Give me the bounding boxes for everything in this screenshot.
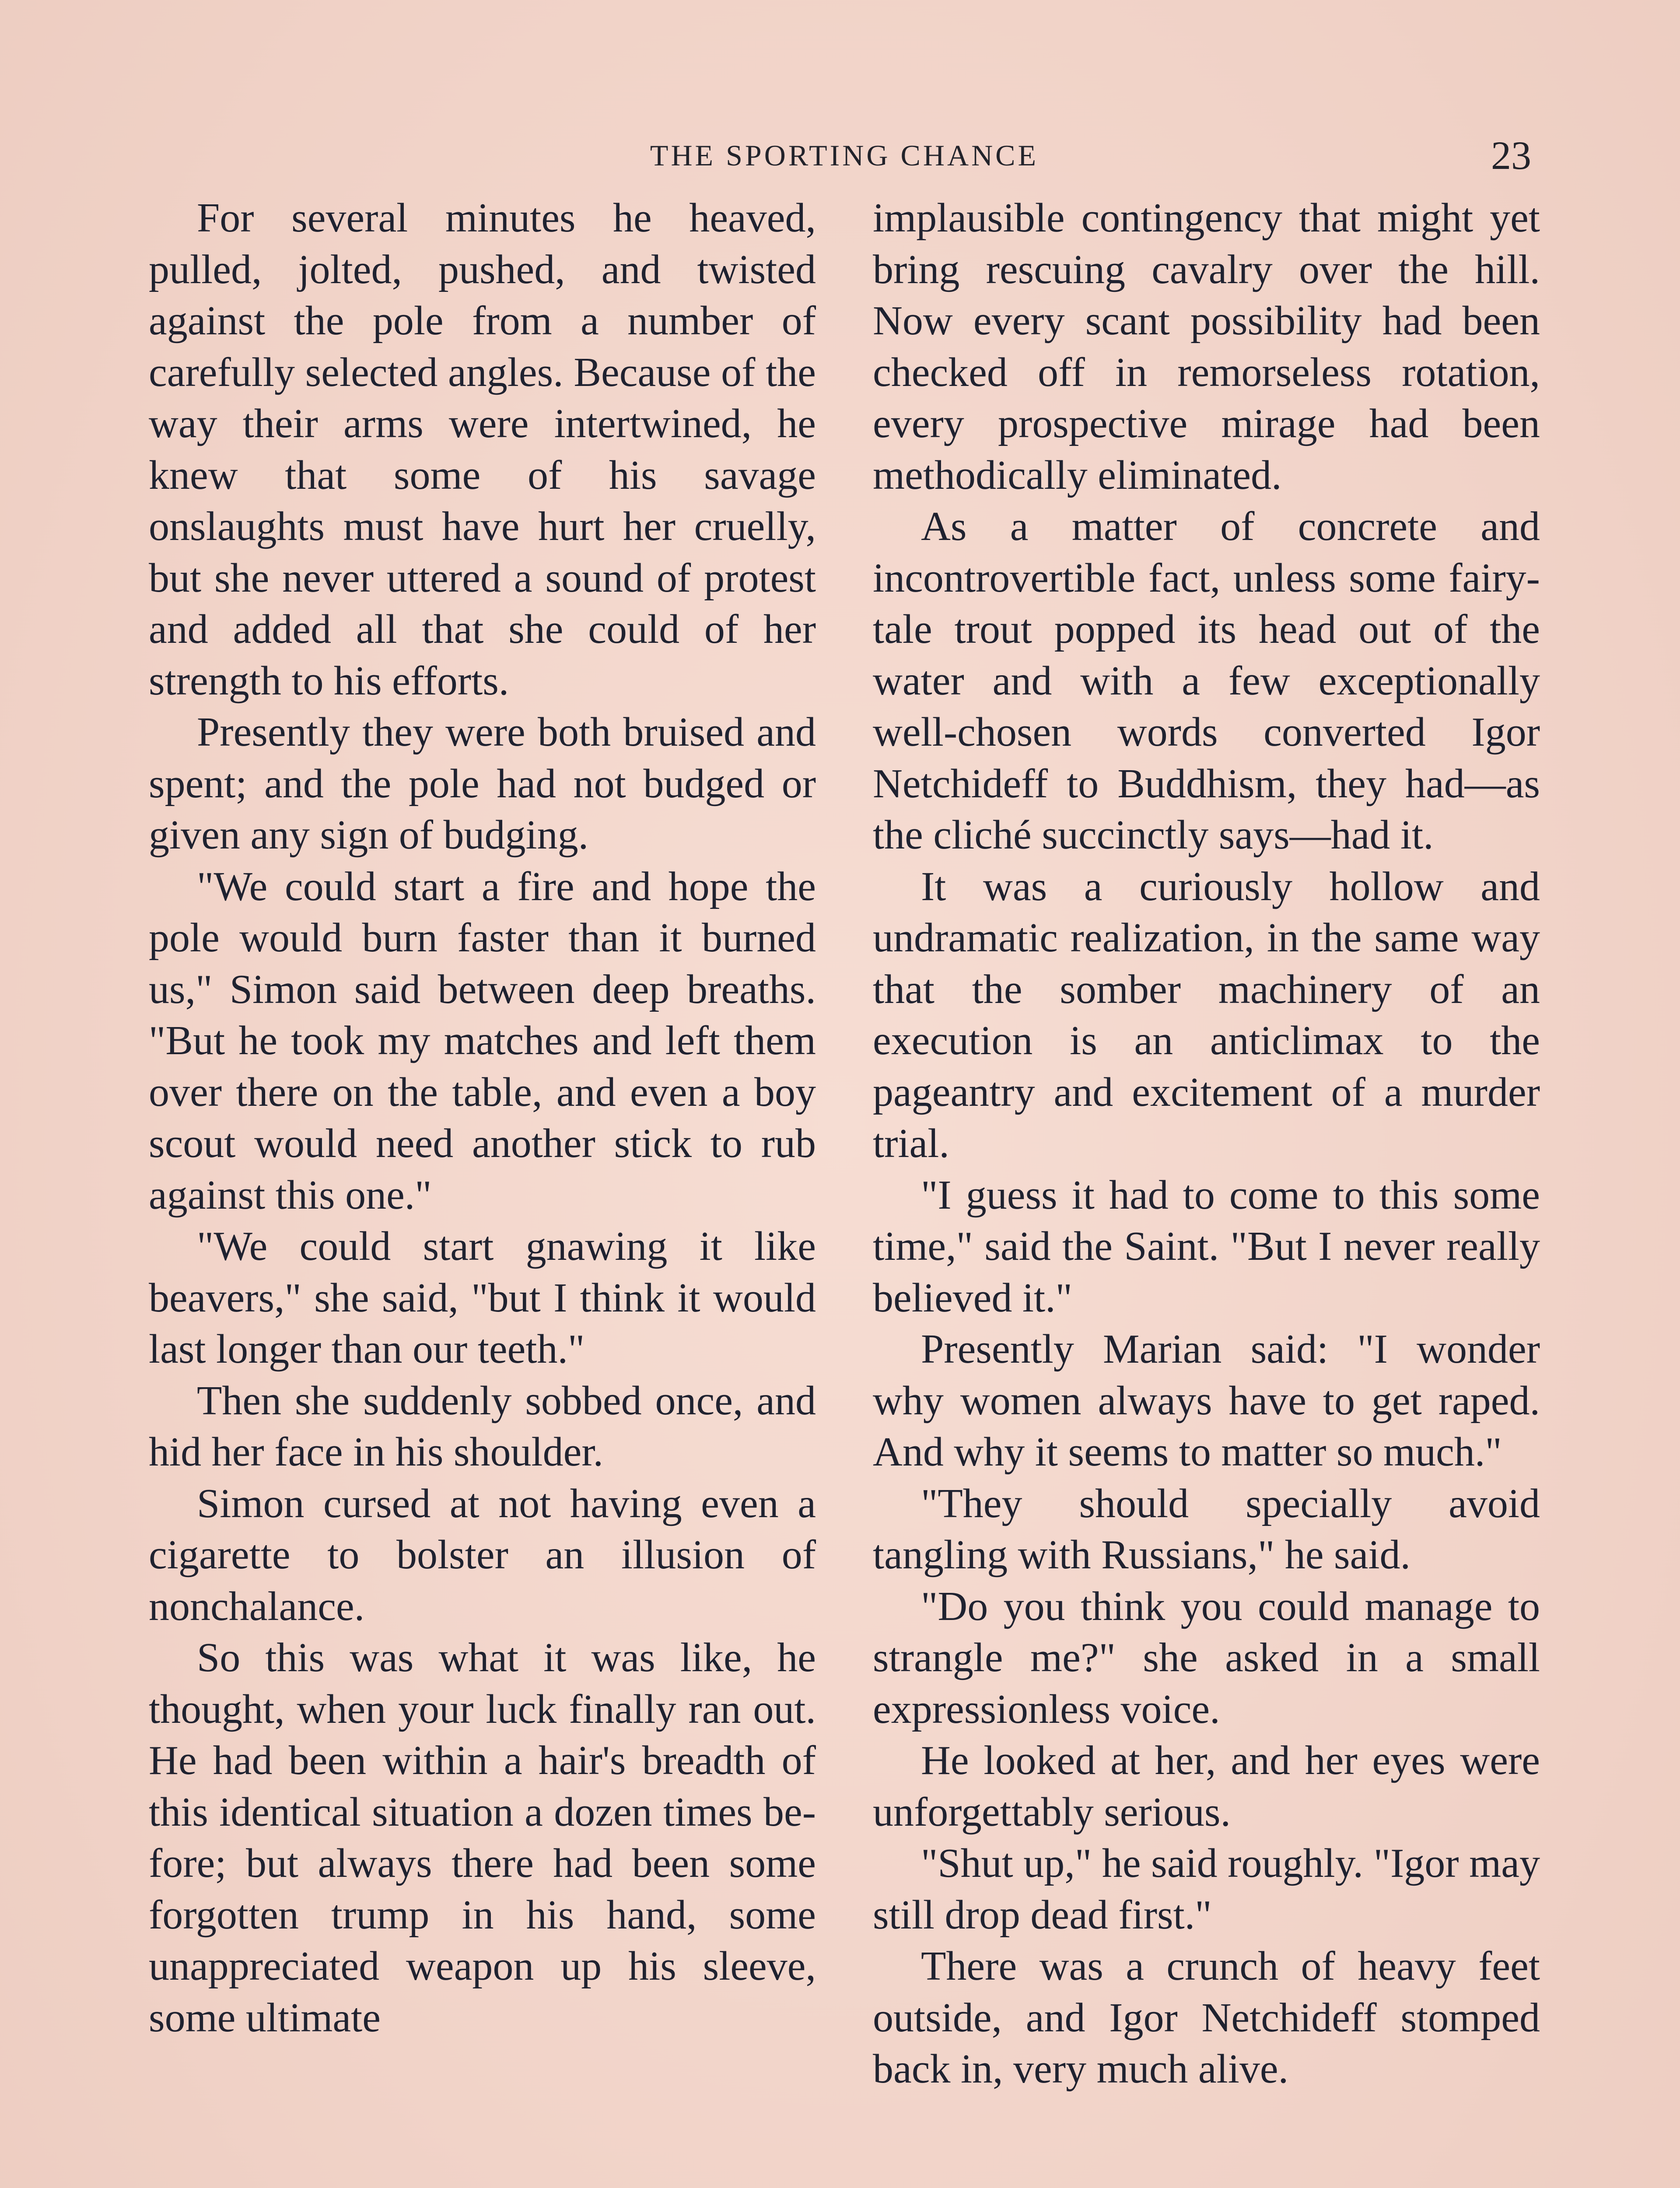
paragraph: "Do you think you could manage to strangle me?" she asked in a small expressionless voice. xyxy=(873,1583,1540,1732)
paragraph-continued: implausible contingency that might yet bring rescuing cavalry over the hill. Now every scant possibility had been checked off in remorseless rotation, every prospective mirage had been methodically eliminated. xyxy=(873,195,1540,498)
text-columns xyxy=(149,193,1540,2188)
page-header xyxy=(149,131,1540,179)
paragraph: "I guess it had to come to this some time," said the Saint. "But I never really believed it." xyxy=(873,1172,1540,1321)
paragraph: He looked at her, and her eyes were unforgettably serious. xyxy=(873,1738,1540,1835)
paragraph: As a matter of concrete and incontrovertible fact, unless some fairy-tale trout popped its head out of the water and with a few exceptionally well-chosen words converted Igor Netchideff to Buddhism, they had—as the cliché succinctly says—had it. xyxy=(873,504,1540,858)
paragraph: There was a crunch of heavy feet outside, and Igor Netchideff stomped back in, very much alive. xyxy=(873,1943,1540,2092)
paragraph: It was a curiously hollow and undramatic realization, in the same way that the somber machinery of an execution is an anticlimax to the pageantry and excitement of a murder trial. xyxy=(873,863,1540,1166)
paragraph: Presently Marian said: "I wonder why women always have to get raped. And why it seems to matter so much." xyxy=(873,1326,1540,1475)
page-number: 23 xyxy=(1491,133,1531,178)
paragraph: Simon cursed at not having even a cigarette to bolster an illusion of nonchalance. xyxy=(149,1480,816,1629)
paragraph: "We could start a fire and hope the pole would burn faster than it burned us," Simon said between deep breaths. "But he took my matches and left them over there on the table, and even a boy scout would need another stick to rub against this one." xyxy=(149,863,816,1218)
paragraph: "They should specially avoid tangling with Russians," he said. xyxy=(873,1480,1540,1578)
paragraph: For several minutes he heaved, pulled, jolted, pushed, and twisted against the pole from a number of carefully selected angles. Because of the way their arms were intertwined, he knew that some of his savage onslaughts must have hurt her cruelly, but she never uttered a sound of protest and added all that she could of her strength to his efforts. xyxy=(149,195,816,704)
running-title: THE SPORTING CHANCE xyxy=(650,139,1039,172)
paragraph: So this was what it was like, he thought, when your luck finally ran out. He had been within a hair's breadth of this identical situation a dozen times before; but always there had been some forgotten trump in his hand, some unappreciated weapon up his sleeve, some ultimate xyxy=(149,1635,816,2041)
right-column xyxy=(873,193,1540,2188)
paragraph: "We could start gnawing it like beavers," she said, "but I think it would last longer than our teeth." xyxy=(149,1224,816,1372)
left-column xyxy=(149,193,816,2188)
paragraph: Presently they were both bruised and spent; and the pole had not budged or given any sign of budging. xyxy=(149,709,816,858)
paragraph: "Shut up," he said roughly. "Igor may still drop dead first." xyxy=(873,1841,1540,1938)
paragraph: Then she suddenly sobbed once, and hid her face in his shoulder. xyxy=(149,1378,816,1475)
